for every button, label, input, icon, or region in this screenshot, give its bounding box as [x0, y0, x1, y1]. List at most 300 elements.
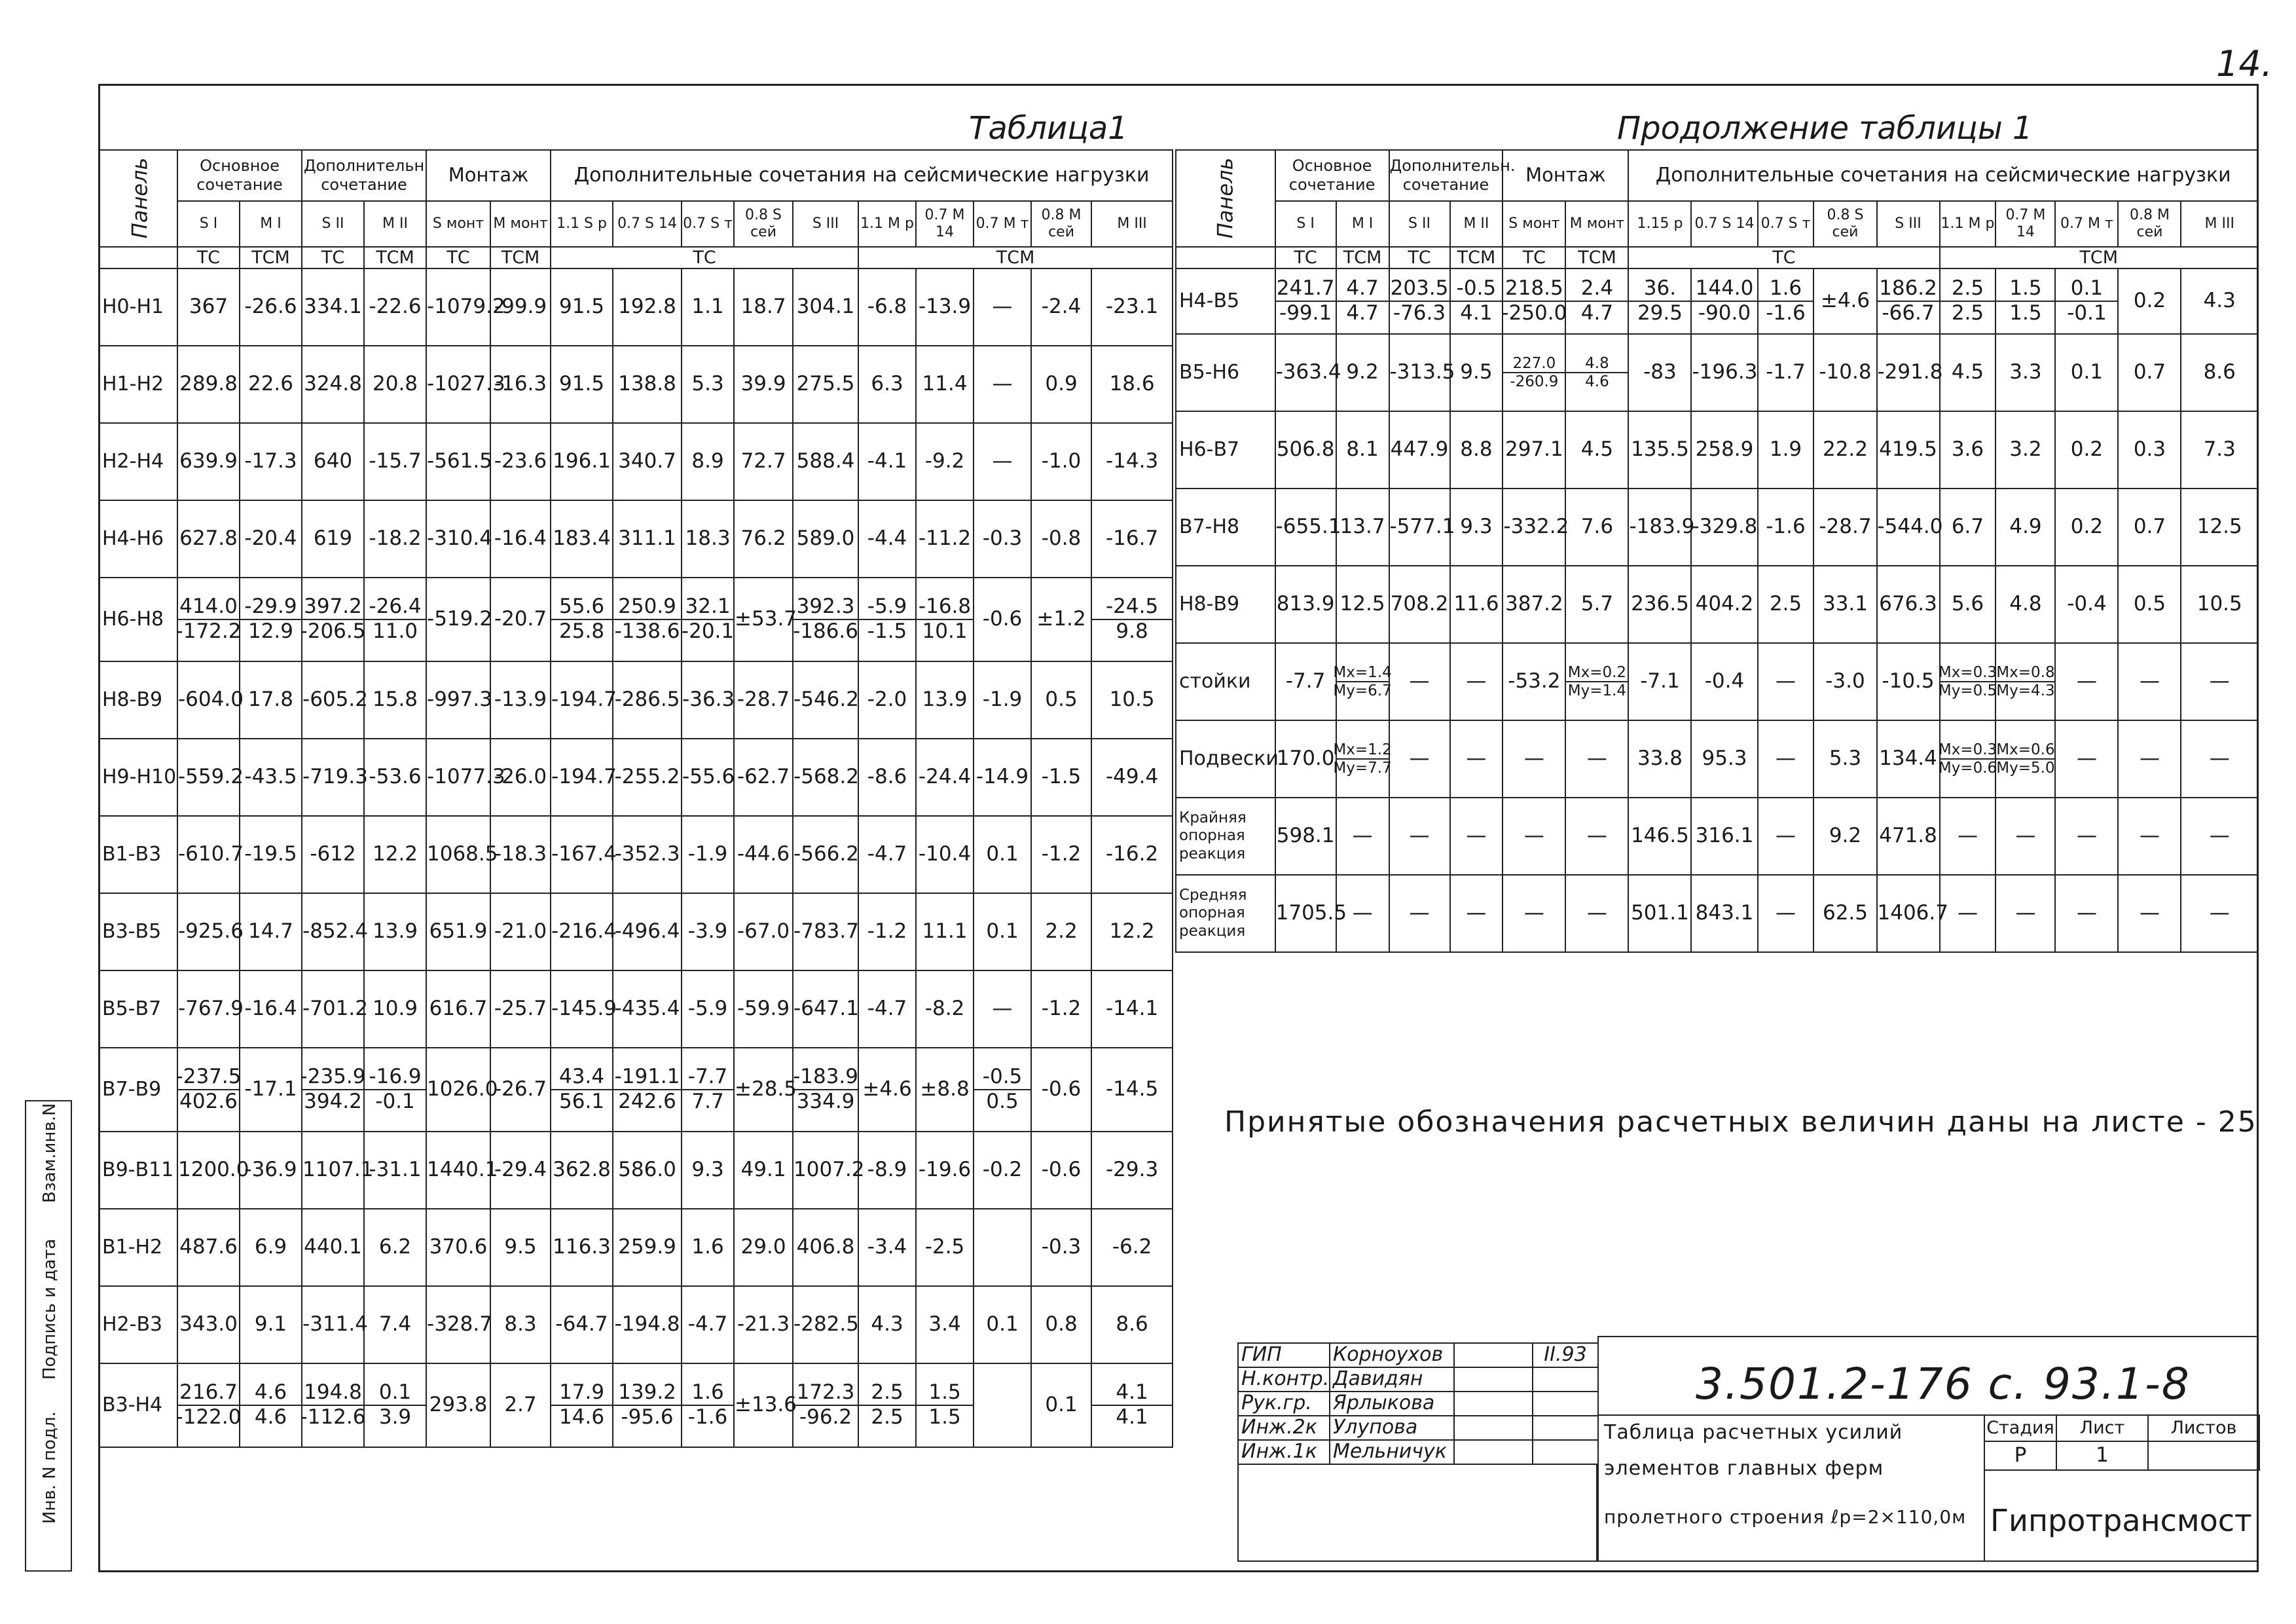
table-row [99, 423, 1173, 500]
value-cell: 32.1 -20.1 [682, 578, 734, 661]
value-cell: -16.8 10.1 [916, 578, 974, 661]
value-cell: — [1758, 875, 1814, 952]
value-cell: 3.3 [1995, 334, 2055, 411]
value-cell: -1.2 [858, 893, 916, 970]
value-cell: — [1450, 798, 1503, 875]
value-cell: 2.5 [1758, 566, 1814, 643]
value-cell: -26.4 11.0 [364, 578, 426, 661]
value-cell: 6.9 [240, 1209, 302, 1286]
value-cell: 447.9 [1389, 411, 1450, 489]
value-cell: 186.2 -66.7 [1877, 268, 1940, 334]
value-cell: 2.5 2.5 [858, 1363, 916, 1447]
stamp-row [1238, 1367, 1598, 1392]
table-row [99, 500, 1173, 578]
panel-cell: В3-Н4 [99, 1363, 177, 1447]
value-cell: 1007.2 [793, 1132, 858, 1209]
value-cell: 0.2 [2055, 489, 2118, 566]
left-table-title: Таблица1 [969, 110, 1128, 147]
value-cell: -194.7 [551, 661, 613, 739]
value-cell: 192.8 [613, 268, 682, 346]
value-cell: 9.3 [682, 1132, 734, 1209]
value-cell: 0.5 [1031, 661, 1091, 739]
value-cell: 9.2 [1336, 334, 1389, 411]
value-cell: 414.0 -172.2 [177, 578, 240, 661]
value-cell: -16.3 [490, 346, 551, 423]
value-cell: 11.6 [1450, 566, 1503, 643]
value-cell: -1.7 [1758, 334, 1814, 411]
value-cell: 11.1 [916, 893, 974, 970]
value-cell: — [1336, 798, 1389, 875]
value-cell: -3.0 [1813, 643, 1876, 720]
stamp-date [1533, 1392, 1598, 1416]
table-row [99, 578, 1173, 661]
value-cell: 15.8 [364, 661, 426, 739]
panel-cell: В1-В3 [99, 816, 177, 893]
right-unit: ТС [1389, 247, 1450, 268]
right-subheader: 0.7 S т [1758, 201, 1814, 247]
value-cell: 619 [302, 500, 364, 578]
value-cell: — [2118, 720, 2181, 798]
value-cell: 334.1 [302, 268, 364, 346]
value-cell: 304.1 [793, 268, 858, 346]
value-cell: -4.4 [858, 500, 916, 578]
value-cell: -18.3 [490, 816, 551, 893]
value-cell: — [1336, 875, 1389, 952]
value-cell: -0.2 [974, 1132, 1031, 1209]
left-subheader: M II [364, 201, 426, 247]
table-row [99, 661, 1173, 739]
sheet-label: Лист [2056, 1415, 2148, 1441]
value-cell: 316.1 [1691, 798, 1757, 875]
value-cell: -16.4 [490, 500, 551, 578]
value-cell: 0.1 -0.1 [2055, 268, 2118, 334]
value-cell: -49.4 [1091, 739, 1173, 816]
stamp-name: Ярлыкова [1330, 1392, 1454, 1416]
value-cell: — [1565, 720, 1628, 798]
value-cell: -568.2 [793, 739, 858, 816]
right-panel-header: Панель [1176, 150, 1275, 247]
value-cell: 589.0 [793, 500, 858, 578]
value-cell: -16.7 [1091, 500, 1173, 578]
value-cell: 406.8 [793, 1209, 858, 1286]
panel-cell: стойки [1176, 643, 1275, 720]
stage-sheet-table [1984, 1414, 2260, 1471]
value-cell: -925.6 [177, 893, 240, 970]
right-subheader: 0.7 S 14 [1691, 201, 1757, 247]
right-subheader: 1.1 M p [1940, 201, 1996, 247]
value-cell: — [974, 346, 1031, 423]
value-cell: 36. 29.5 [1628, 268, 1691, 334]
stamp-role: Н.контр. [1238, 1367, 1330, 1392]
value-cell: -1.0 [1031, 423, 1091, 500]
value-cell: 95.3 [1691, 720, 1757, 798]
value-cell: -10.4 [916, 816, 974, 893]
value-cell: 289.8 [177, 346, 240, 423]
value-cell: 3.2 [1995, 411, 2055, 489]
value-cell: 1.5 1.5 [916, 1363, 974, 1447]
value-cell: 4.6 4.6 [240, 1363, 302, 1447]
value-cell: — [1565, 798, 1628, 875]
value-cell: -435.4 [613, 970, 682, 1048]
panel-cell: Н4-Н6 [99, 500, 177, 578]
value-cell: 0.7 [2118, 334, 2181, 411]
panel-cell: Н6-В7 [1176, 411, 1275, 489]
value-cell [974, 1363, 1031, 1447]
table-row [1176, 334, 2258, 411]
value-cell: 5.6 [1940, 566, 1996, 643]
value-cell: — [1389, 720, 1450, 798]
value-cell: 20.8 [364, 346, 426, 423]
value-cell: 1026.0 [426, 1048, 490, 1132]
value-cell: 203.5 -76.3 [1389, 268, 1450, 334]
value-cell: 9.5 [490, 1209, 551, 1286]
value-cell: 18.7 [734, 268, 793, 346]
value-cell: 5.7 [1565, 566, 1628, 643]
left-unit: ТСМ [364, 247, 426, 268]
left-panel-header: Панель [99, 150, 177, 247]
table-row [99, 970, 1173, 1048]
value-cell: — [2055, 875, 2118, 952]
value-cell: -604.0 [177, 661, 240, 739]
panel-cell: Подвески [1176, 720, 1275, 798]
value-cell: -1.2 [1031, 970, 1091, 1048]
right-table-title: Продолжение таблицы 1 [1617, 110, 2033, 147]
value-cell: -16.4 [240, 970, 302, 1048]
value-cell: -1.2 [1031, 816, 1091, 893]
value-cell: 651.9 [426, 893, 490, 970]
value-cell: 813.9 [1275, 566, 1336, 643]
value-cell: — [2055, 643, 2118, 720]
value-cell: 0.1 [2055, 334, 2118, 411]
value-cell: 0.3 [2118, 411, 2181, 489]
stamp-empty-area [1237, 1464, 1597, 1562]
value-cell: Mx=0.6 My=5.0 [1995, 720, 2055, 798]
value-cell: -328.7 [426, 1286, 490, 1363]
table-row [99, 268, 1173, 346]
value-cell: 843.1 [1691, 875, 1757, 952]
value-cell: -17.1 [240, 1048, 302, 1132]
value-cell: -3.4 [858, 1209, 916, 1286]
value-cell: Mx=1.2 My=7.7 [1336, 720, 1389, 798]
value-cell: -767.9 [177, 970, 240, 1048]
value-cell: -6.8 [858, 268, 916, 346]
value-cell: 0.1 [974, 816, 1031, 893]
left-subheader: 1.1 S p [551, 201, 613, 247]
value-cell: 236.5 [1628, 566, 1691, 643]
stamp-date [1533, 1416, 1598, 1440]
value-cell: ±8.8 [916, 1048, 974, 1132]
value-cell: -36.9 [240, 1132, 302, 1209]
table-row [99, 1286, 1173, 1363]
value-cell: 1.6 -1.6 [682, 1363, 734, 1447]
value-cell: 4.8 [1995, 566, 2055, 643]
value-cell: — [1450, 643, 1503, 720]
value-cell: -22.6 [364, 268, 426, 346]
left-subheader: 0.8 M сей [1031, 201, 1091, 247]
value-cell: -62.7 [734, 739, 793, 816]
value-cell: ±28.5 [734, 1048, 793, 1132]
value-cell: -291.8 [1877, 334, 1940, 411]
value-cell: -23.6 [490, 423, 551, 500]
value-cell: -44.6 [734, 816, 793, 893]
left-subheader: S монт [426, 201, 490, 247]
left-subheader: S II [302, 201, 364, 247]
value-cell: 367 [177, 268, 240, 346]
value-cell: — [2181, 720, 2258, 798]
table-row [99, 739, 1173, 816]
value-cell: 12.2 [1091, 893, 1173, 970]
table-row [1176, 566, 2258, 643]
left-subheader: M I [240, 201, 302, 247]
value-cell: Mx=0.2 My=1.4 [1565, 643, 1628, 720]
right-forces-table [1175, 149, 2259, 953]
value-cell: 146.5 [1628, 798, 1691, 875]
value-cell: 387.2 [1503, 566, 1565, 643]
panel-cell: В5-Н6 [1176, 334, 1275, 411]
value-cell: -0.8 [1031, 500, 1091, 578]
stamp-signatures [1237, 1342, 1599, 1465]
value-cell: -4.7 [858, 816, 916, 893]
right-seismic-header: Дополнительные сочетания на сейсмические нагрузки [1628, 150, 2258, 201]
value-cell: -196.3 [1691, 334, 1757, 411]
value-cell: 216.7 -122.0 [177, 1363, 240, 1447]
value-cell: 218.5 -250.0 [1503, 268, 1565, 334]
stamp-name: Давидян [1330, 1367, 1454, 1392]
value-cell: -0.3 [974, 500, 1031, 578]
left-subheader: 0.8 S сей [734, 201, 793, 247]
right-subheader: 1.15 p [1628, 201, 1691, 247]
value-cell: 258.9 [1691, 411, 1757, 489]
value-cell: -183.9 334.9 [793, 1048, 858, 1132]
value-cell: -605.2 [302, 661, 364, 739]
value-cell: -852.4 [302, 893, 364, 970]
value-cell: 2.7 [490, 1363, 551, 1447]
value-cell: 1.6 [682, 1209, 734, 1286]
value-cell: -255.2 [613, 739, 682, 816]
value-cell: 311.1 [613, 500, 682, 578]
strip-label-replacement: Взам.инв.N [40, 1103, 60, 1203]
table-row [1176, 268, 2258, 334]
value-cell: 1200.0 [177, 1132, 240, 1209]
value-cell: -8.6 [858, 739, 916, 816]
left-unit: ТС [426, 247, 490, 268]
value-cell: — [1995, 798, 2055, 875]
value-cell: -332.2 [1503, 489, 1565, 566]
value-cell: 1.5 1.5 [1995, 268, 2055, 334]
value-cell: 1.6 -1.6 [1758, 268, 1814, 334]
value-cell: -29.9 12.9 [240, 578, 302, 661]
table-row [99, 1048, 1173, 1132]
value-cell: -566.2 [793, 816, 858, 893]
value-cell: 293.8 [426, 1363, 490, 1447]
value-cell: 324.8 [302, 346, 364, 423]
value-cell: -43.5 [240, 739, 302, 816]
value-cell: ±1.2 [1031, 578, 1091, 661]
value-cell: 0.1 [974, 893, 1031, 970]
value-cell: -19.5 [240, 816, 302, 893]
value-cell: 259.9 [613, 1209, 682, 1286]
value-cell: 6.3 [858, 346, 916, 423]
value-cell: 2.4 4.7 [1565, 268, 1628, 334]
panel-cell: В5-В7 [99, 970, 177, 1048]
value-cell: -329.8 [1691, 489, 1757, 566]
value-cell: -701.2 [302, 970, 364, 1048]
value-cell: -191.1 242.6 [613, 1048, 682, 1132]
left-mount-header: Монтаж [426, 150, 551, 201]
table-row [99, 1209, 1173, 1286]
value-cell: 8.1 [1336, 411, 1389, 489]
left-unit-tc: ТС [551, 247, 858, 268]
right-unit: ТСМ [1336, 247, 1389, 268]
stage-label: Стадия [1984, 1415, 2056, 1441]
value-cell: 1705.5 [1275, 875, 1336, 952]
value-cell: -3.9 [682, 893, 734, 970]
value-cell: 616.7 [426, 970, 490, 1048]
value-cell: — [1758, 720, 1814, 798]
right-subheader: S монт [1503, 201, 1565, 247]
value-cell: -237.5 402.6 [177, 1048, 240, 1132]
value-cell: 194.8 -112.6 [302, 1363, 364, 1447]
panel-cell: Н6-Н8 [99, 578, 177, 661]
value-cell: 676.3 [1877, 566, 1940, 643]
left-unit: ТСМ [490, 247, 551, 268]
value-cell: 362.8 [551, 1132, 613, 1209]
right-subheader: S II [1389, 201, 1450, 247]
value-cell: -4.1 [858, 423, 916, 500]
value-cell: — [974, 268, 1031, 346]
value-cell: — [1389, 798, 1450, 875]
value-cell: -216.4 [551, 893, 613, 970]
value-cell: -313.5 [1389, 334, 1450, 411]
right-unit-blank [1176, 247, 1275, 268]
value-cell: -20.7 [490, 578, 551, 661]
value-cell: -1027.3 [426, 346, 490, 423]
stamp-name: Мельничук [1330, 1440, 1454, 1464]
value-cell: 0.2 [2055, 411, 2118, 489]
value-cell: 0.8 [1031, 1286, 1091, 1363]
value-cell: 22.2 [1813, 411, 1876, 489]
value-cell: -1.9 [682, 816, 734, 893]
table-row [99, 1132, 1173, 1209]
value-cell: -1.9 [974, 661, 1031, 739]
value-cell: 2.5 2.5 [1940, 268, 1996, 334]
value-cell: — [1940, 875, 1996, 952]
stamp-signature [1454, 1416, 1533, 1440]
value-cell: 0.7 [2118, 489, 2181, 566]
value-cell: 139.2 -95.6 [613, 1363, 682, 1447]
value-cell: — [1940, 798, 1996, 875]
value-cell: -13.9 [490, 661, 551, 739]
value-cell: Mx=0.8 My=4.3 [1995, 643, 2055, 720]
value-cell: -64.7 [551, 1286, 613, 1363]
value-cell: -286.5 [613, 661, 682, 739]
value-cell: 49.1 [734, 1132, 793, 1209]
value-cell: -53.6 [364, 739, 426, 816]
value-cell [974, 1209, 1031, 1286]
value-cell: 138.8 [613, 346, 682, 423]
value-cell: 9.1 [240, 1286, 302, 1363]
value-cell: 588.4 [793, 423, 858, 500]
right-unit: ТСМ [1450, 247, 1503, 268]
value-cell: 17.8 [240, 661, 302, 739]
value-cell: 6.7 [1940, 489, 1996, 566]
value-cell: 2.2 [1031, 893, 1091, 970]
value-cell: 7.6 [1565, 489, 1628, 566]
value-cell: -145.9 [551, 970, 613, 1048]
panel-cell: Н9-Н10 [99, 739, 177, 816]
value-cell: 12.5 [1336, 566, 1389, 643]
panel-cell: В1-Н2 [99, 1209, 177, 1286]
panel-cell: Н8-В9 [1176, 566, 1275, 643]
value-cell: 14.7 [240, 893, 302, 970]
value-cell: -9.2 [916, 423, 974, 500]
value-cell: 1406.7 [1877, 875, 1940, 952]
value-cell: -311.4 [302, 1286, 364, 1363]
value-cell: -2.5 [916, 1209, 974, 1286]
value-cell: -29.3 [1091, 1132, 1173, 1209]
value-cell: 9.2 [1813, 798, 1876, 875]
value-cell: -167.4 [551, 816, 613, 893]
value-cell: -59.9 [734, 970, 793, 1048]
value-cell: -997.3 [426, 661, 490, 739]
stamp-signature [1454, 1392, 1533, 1416]
value-cell: -21.0 [490, 893, 551, 970]
value-cell: 5.3 [682, 346, 734, 423]
value-cell: 8.3 [490, 1286, 551, 1363]
value-cell: -2.4 [1031, 268, 1091, 346]
value-cell: -610.7 [177, 816, 240, 893]
value-cell: -183.9 [1628, 489, 1691, 566]
stamp-date: II.93 [1533, 1343, 1598, 1367]
value-cell: -647.1 [793, 970, 858, 1048]
value-cell: ±13.6 [734, 1363, 793, 1447]
panel-cell: Н2-В3 [99, 1286, 177, 1363]
value-cell: 22.6 [240, 346, 302, 423]
stamp-row [1238, 1392, 1598, 1416]
sheets-label: Листов [2148, 1415, 2259, 1441]
value-cell: — [2118, 798, 2181, 875]
value-cell: -29.4 [490, 1132, 551, 1209]
value-cell: -783.7 [793, 893, 858, 970]
left-subheader: 0.7 S 14 [613, 201, 682, 247]
stamp-date [1533, 1367, 1598, 1392]
value-cell: -14.5 [1091, 1048, 1173, 1132]
designations-note: Принятые обозначения расчетных величин даны на листе - 25 [1224, 1105, 2257, 1139]
value-cell: -519.2 [426, 578, 490, 661]
value-cell: — [2181, 875, 2258, 952]
sheets-value [2148, 1441, 2259, 1470]
left-subheader: 0.7 S т [682, 201, 734, 247]
left-seismic-header: Дополнительные сочетания на сейсмические нагрузки [551, 150, 1173, 201]
value-cell: 419.5 [1877, 411, 1940, 489]
table-row [1176, 798, 2258, 875]
value-cell: — [1758, 643, 1814, 720]
value-cell: 18.3 [682, 500, 734, 578]
value-cell: -6.2 [1091, 1209, 1173, 1286]
value-cell: -1079.2 [426, 268, 490, 346]
table-row [1176, 411, 2258, 489]
value-cell: 17.9 14.6 [551, 1363, 613, 1447]
value-cell: -15.7 [364, 423, 426, 500]
value-cell: 440.1 [302, 1209, 364, 1286]
value-cell: 33.1 [1813, 566, 1876, 643]
value-cell: 39.9 [734, 346, 793, 423]
stamp-row [1238, 1343, 1598, 1367]
value-cell: -5.9 -1.5 [858, 578, 916, 661]
value-cell: 639.9 [177, 423, 240, 500]
value-cell: -544.0 [1877, 489, 1940, 566]
value-cell: -0.5 4.1 [1450, 268, 1503, 334]
